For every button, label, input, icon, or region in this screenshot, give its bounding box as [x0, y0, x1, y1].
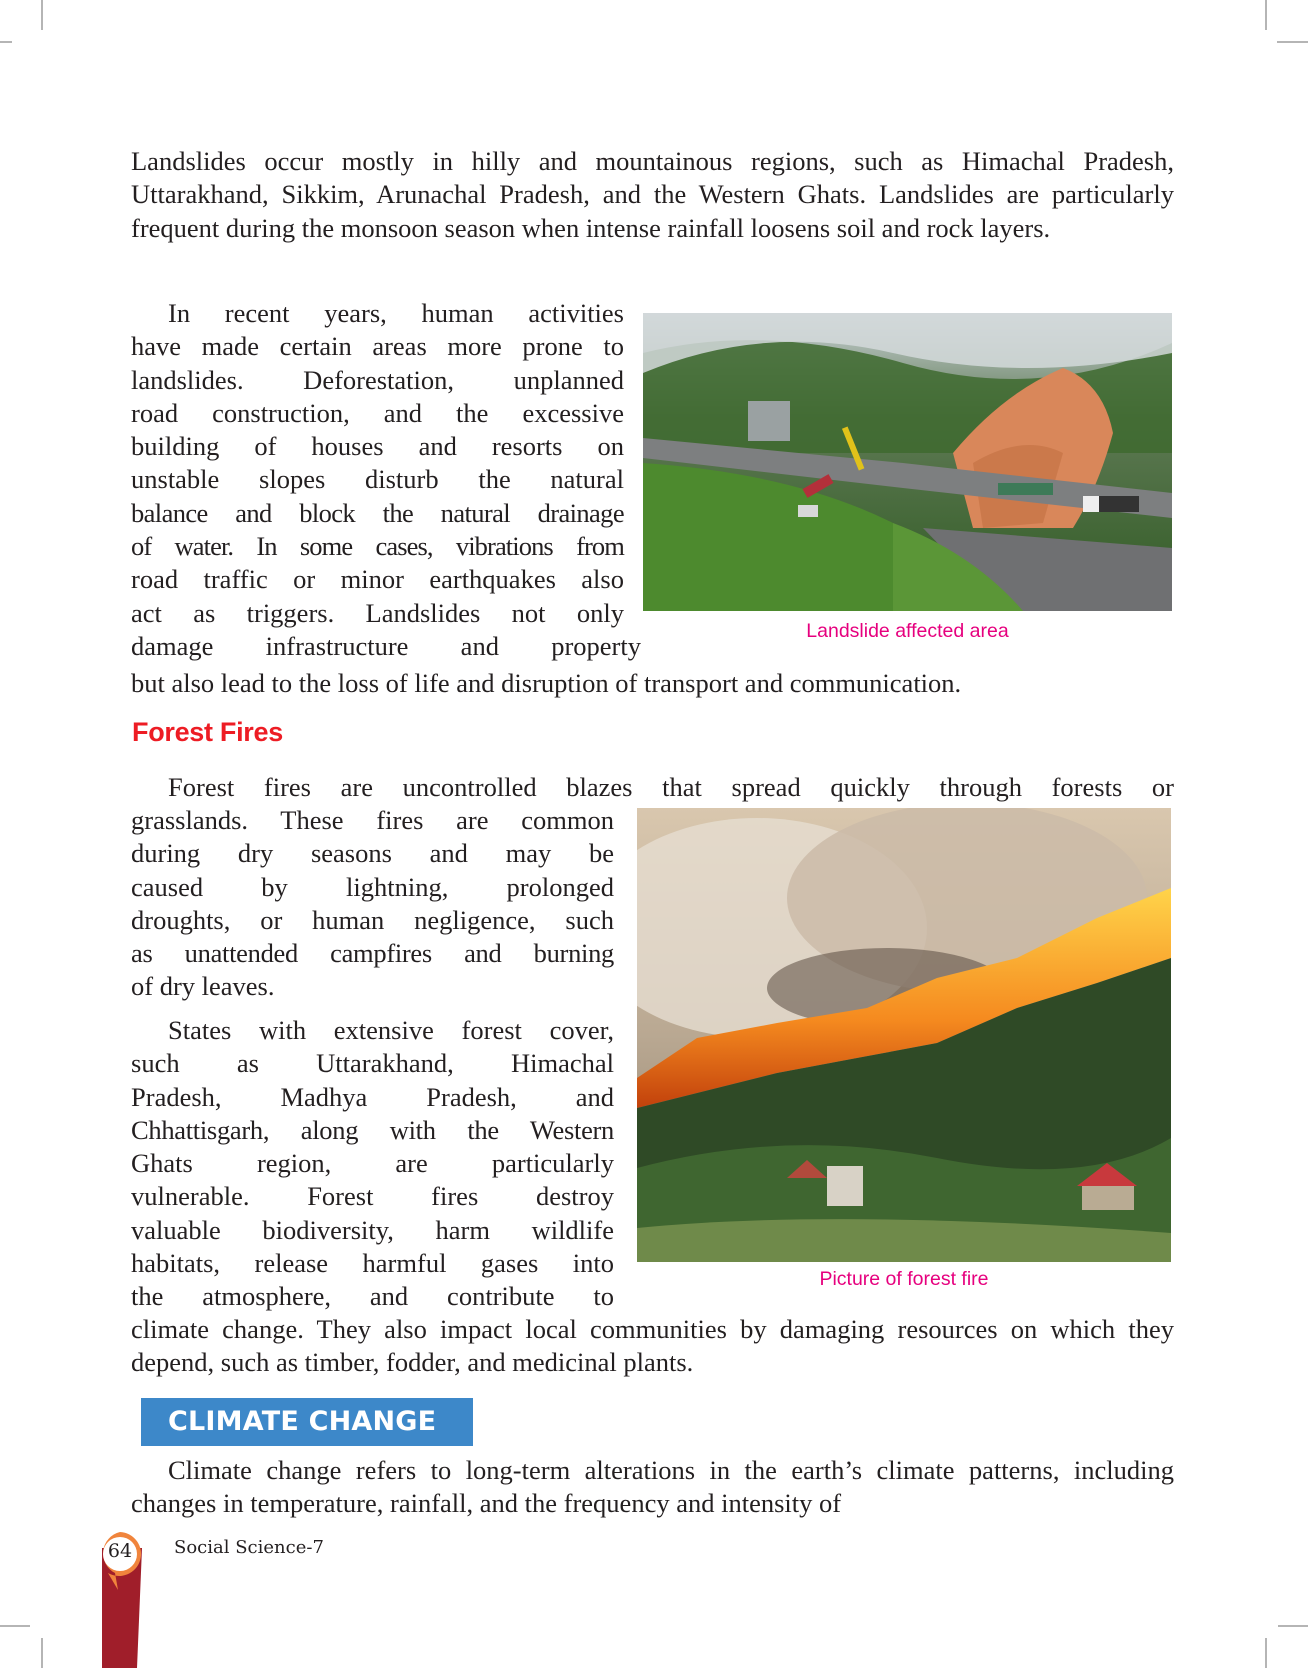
line: Chhattisgarh, along with the Western	[131, 1114, 614, 1145]
forest-fire-caption: Picture of forest fire	[819, 1268, 989, 1290]
paragraph-climate-change: Climate change refers to long-term alterations in the earth’s climate patterns, including changes in temperature, rainfall, and the frequency and intensity of	[131, 1455, 1174, 1519]
line: act as triggers. Landslides not only	[131, 597, 624, 628]
crop-mark	[1278, 1625, 1308, 1627]
line: Ghats region, are particularly	[131, 1148, 614, 1179]
crop-mark	[1265, 0, 1267, 30]
paragraph-forest-fires-first-line: Forest fires are uncontrolled blazes that spread quickly through forests or	[168, 772, 1174, 802]
paragraph-human-activities	[131, 297, 641, 663]
line: of dry leaves.	[131, 971, 275, 1002]
line: as unattended campfires and burning	[131, 938, 614, 969]
page-number: 64	[107, 1540, 133, 1562]
crop-mark	[0, 41, 12, 43]
subheading-forest-fires: Forest Fires	[132, 717, 283, 747]
line: unstable slopes disturb the natural	[131, 464, 624, 495]
line: landslides. Deforestation, unplanned	[131, 364, 624, 395]
line: balance and block the natural drainage	[131, 497, 624, 528]
line: grasslands. These fires are common	[131, 805, 614, 835]
paragraph-human-activities-tail: but also lead to the loss of life and disruption of transport and communication.	[131, 668, 962, 698]
line: the atmosphere, and contribute to	[131, 1281, 614, 1312]
crop-mark	[1277, 41, 1308, 43]
line: road traffic or minor earthquakes also	[131, 564, 624, 595]
line: of water. In some cases, vibrations from	[131, 531, 624, 562]
line: caused by lightning, prolonged	[131, 871, 614, 902]
line: droughts, or human negligence, such	[131, 904, 614, 935]
crop-mark	[41, 1638, 43, 1668]
crop-mark	[1265, 1638, 1267, 1668]
line: valuable biodiversity, harm wildlife	[131, 1214, 614, 1245]
line: building of houses and resorts on	[131, 431, 624, 462]
line: Pradesh, Madhya Pradesh, and	[131, 1081, 614, 1112]
line: such as Uttarakhand, Himachal	[131, 1048, 614, 1079]
line: road construction, and the excessive	[131, 397, 624, 428]
line: vulnerable. Forest fires destroy	[131, 1181, 614, 1212]
line: habitats, release harmful gases into	[131, 1248, 614, 1279]
crop-mark	[41, 0, 43, 30]
landslide-caption: Landslide affected area	[806, 620, 1009, 642]
line: damage infrastructure and property	[131, 630, 641, 661]
line: have made certain areas more prone to	[131, 331, 624, 362]
paragraph-vulnerable-states	[131, 1014, 614, 1314]
paragraph-forest-fires	[131, 804, 614, 1004]
book-title: Social Science-7	[174, 1537, 324, 1558]
forest-fire-photo	[637, 808, 1171, 1262]
crop-mark	[0, 1625, 30, 1627]
line: during dry seasons and may be	[131, 838, 614, 869]
paragraph-landslide-regions: Landslides occur mostly in hilly and mountainous regions, such as Himachal Pradesh, Uttarakhand, Sikkim, Arunachal Pradesh, and the Western Ghats. Landslides are particularly frequent during the monsoon season when intense rainfall loosens soil and rock layers.	[131, 146, 1174, 243]
line: In recent years, human activities	[168, 298, 624, 328]
landslide-photo	[643, 313, 1172, 611]
section-heading-climate-change: CLIMATE CHANGE	[141, 1398, 473, 1446]
line: States with extensive forest cover,	[168, 1015, 614, 1045]
paragraph-vulnerable-states-tail: climate change. They also impact local communities by damaging resources on which they depend, such as timber, fodder, and medicinal plants.	[131, 1314, 1174, 1378]
